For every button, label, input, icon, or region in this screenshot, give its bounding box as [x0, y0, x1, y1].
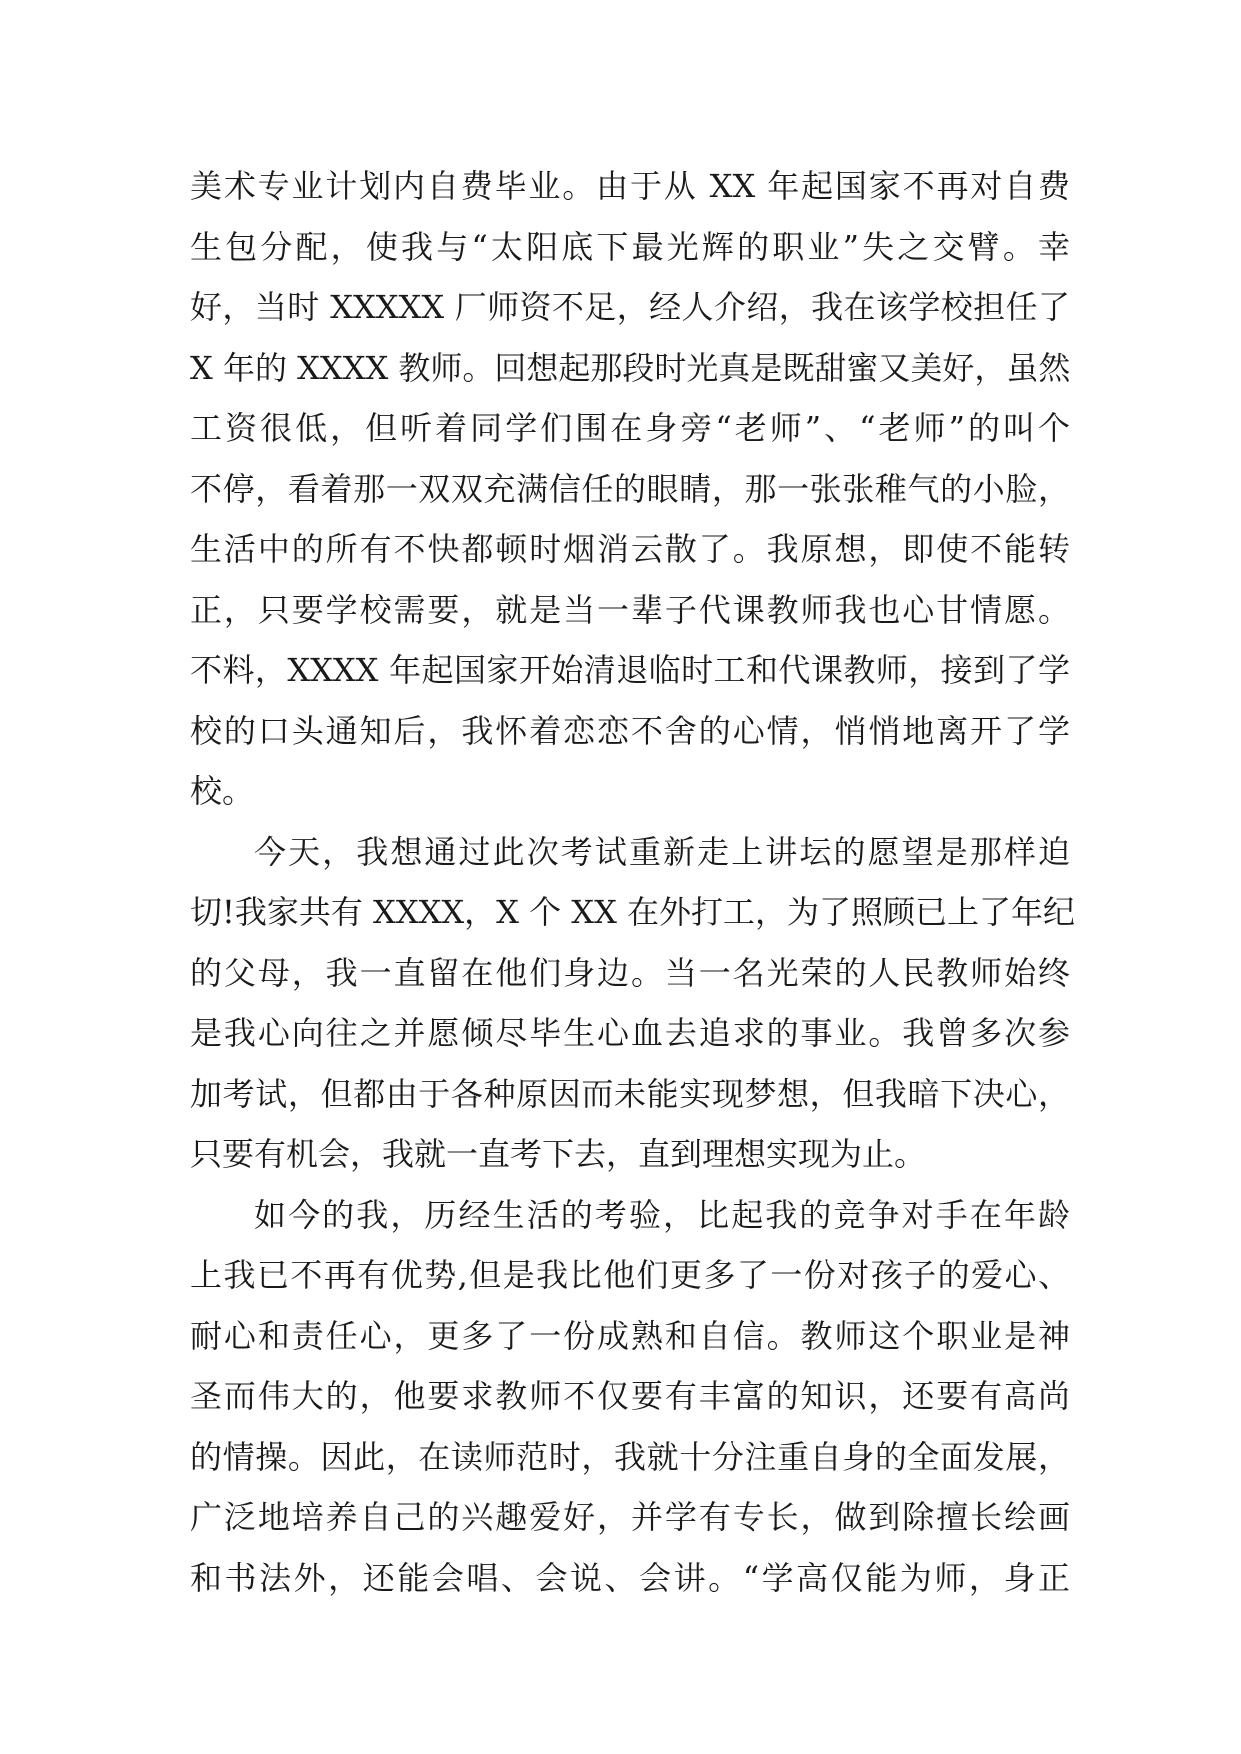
text-line: 切!我家共有 XXXX，X 个 XX 在外打工，为了照顾已上了年纪	[190, 893, 1076, 931]
text-line: 上我已不再有优势,但是我比他们更多了一份对孩子的爱心、	[190, 1256, 1070, 1294]
text-line: 圣而伟大的，他要求教师不仅要有丰富的知识，还要有高尚	[190, 1377, 1070, 1415]
text-line: 校的口头通知后，我怀着恋恋不舍的心情，悄悄地离开了学	[190, 711, 1070, 750]
text-line: 正，只要学校需要，就是当一辈子代课教师我也心甘情愿。	[190, 590, 1070, 629]
text-line: 的父母，我一直留在他们身边。当一名光荣的人民教师始终	[190, 953, 1070, 992]
text-line: 是我心向往之并愿倾尽毕生心血去追求的事业。我曾多次参	[190, 1014, 1070, 1052]
text-line: 和书法外，还能会唱、会说、会讲。“学高仅能为师，身正	[190, 1558, 1070, 1597]
text-line: 好，当时 XXXXX 厂师资不足，经人介绍，我在该学校担任了	[190, 288, 1070, 326]
text-line: 不停，看着那一双双充满信任的眼睛，那一张张稚气的小脸，	[190, 469, 1070, 508]
text-line: 只要有机会，我就一直考下去，直到理想实现为止。	[190, 1135, 927, 1173]
text-line: 的情操。因此，在读师范时，我就十分注重自身的全面发展，	[190, 1437, 1070, 1476]
text-line: 工资很低，但听着同学们围在身旁“老师”、“老师”的叫个	[190, 409, 1070, 447]
text-line: 今天，我想通过此次考试重新走上讲坛的愿望是那样迫	[254, 832, 1070, 871]
text-line: 如今的我，历经生活的考验，比起我的竞争对手在年龄	[254, 1195, 1070, 1234]
text-line: X 年的 XXXX 教师。回想起那段时光真是既甜蜜又美好，虽然	[190, 348, 1071, 387]
text-line: 加考试，但都由于各种原因而未能实现梦想，但我暗下决心，	[190, 1074, 1070, 1113]
text-line: 广泛地培养自己的兴趣爱好，并学有专长，做到除擅长绘画	[190, 1498, 1070, 1536]
body-text	[190, 156, 1076, 1608]
text-line: 校。	[190, 772, 255, 810]
text-line: 生活中的所有不快都顿时烟消云散了。我原想，即使不能转	[190, 530, 1070, 568]
text-line: 美术专业计划内自费毕业。由于从 XX 年起国家不再对自费	[190, 167, 1070, 205]
text-line: 不料，XXXX 年起国家开始清退临时工和代课教师，接到了学	[190, 651, 1070, 689]
text-line: 生包分配，使我与“太阳底下最光辉的职业”失之交臂。幸	[190, 227, 1070, 266]
text-line: 耐心和责任心，更多了一份成熟和自信。教师这个职业是神	[190, 1316, 1070, 1355]
